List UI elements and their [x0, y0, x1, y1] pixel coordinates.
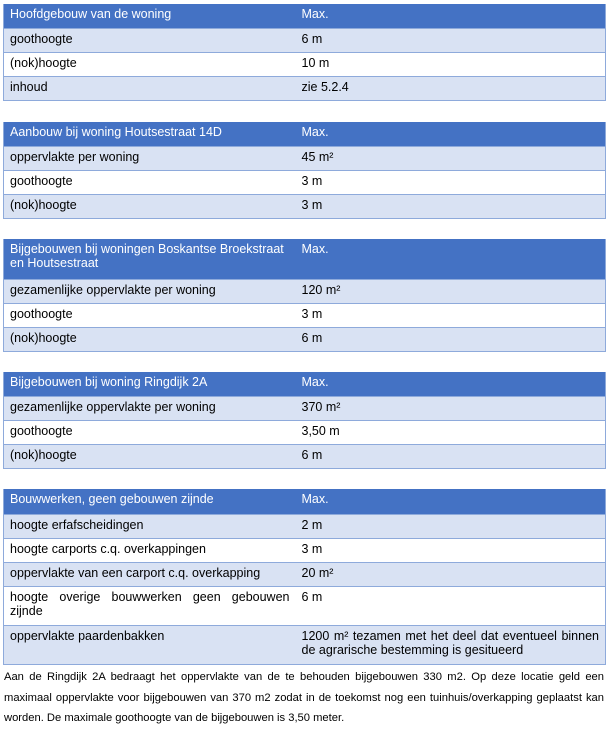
row-label: hoogte erfafscheidingen [4, 515, 296, 539]
row-label: (nok)hoogte [4, 445, 296, 469]
row-label: oppervlakte van een carport c.q. overkapping [4, 563, 296, 587]
column-header-max: Max. [296, 239, 606, 280]
table-title: Bijgebouwen bij woningen Boskantse Broekstraat en Houtsestraat [4, 239, 296, 280]
table-header-row [4, 489, 606, 515]
row-value: 370 m² [296, 397, 606, 421]
table-bouwwerken [3, 489, 606, 665]
table-row [4, 29, 606, 53]
row-label: hoogte carports c.q. overkappingen [4, 539, 296, 563]
table-row [4, 53, 606, 77]
row-value: 10 m [296, 53, 606, 77]
row-label: (nok)hoogte [4, 53, 296, 77]
table-row [4, 626, 606, 665]
row-value: 3 m [296, 539, 606, 563]
row-value: 3 m [296, 195, 606, 219]
row-value: zie 5.2.4 [296, 77, 606, 101]
row-label: oppervlakte per woning [4, 147, 296, 171]
row-value: 1200 m² tezamen met het deel dat eventueel binnen de agrarische bestemming is gesitueerd [296, 626, 606, 665]
table-title: Bouwwerken, geen gebouwen zijnde [4, 489, 296, 515]
row-value: 2 m [296, 515, 606, 539]
row-value: 6 m [296, 328, 606, 352]
row-value: 6 m [296, 29, 606, 53]
table-row [4, 171, 606, 195]
row-label: goothoogte [4, 29, 296, 53]
table-bijgebouwen-ringdijk [3, 372, 606, 469]
row-value: 3 m [296, 171, 606, 195]
table-header-row [4, 4, 606, 29]
table-header-row [4, 122, 606, 147]
row-value: 3,50 m [296, 421, 606, 445]
table-row [4, 280, 606, 304]
table-row [4, 147, 606, 171]
row-label: oppervlakte paardenbakken [4, 626, 296, 665]
table-row [4, 328, 606, 352]
table-hoofdgebouw [3, 4, 606, 101]
row-value: 20 m² [296, 563, 606, 587]
footnote-paragraph: Aan de Ringdijk 2A bedraagt het oppervlakte van de te behouden bijgebouwen 330 m2. Op deze locatie geld een maximaal oppervlakte voor bijgebouwen van 370 m2 zodat in de toekomst nog een tuinhuis/overkapping geplaatst kan worden. De maximale goothoogte van de bijgebouwen is 3,50 meter. [4, 671, 604, 724]
row-label: inhoud [4, 77, 296, 101]
row-label: goothoogte [4, 304, 296, 328]
column-header-max: Max. [296, 489, 606, 515]
column-header-max: Max. [296, 372, 606, 397]
row-label: gezamenlijke oppervlakte per woning [4, 397, 296, 421]
row-value: 6 m [296, 445, 606, 469]
table-row [4, 515, 606, 539]
row-label: (nok)hoogte [4, 328, 296, 352]
table-row [4, 77, 606, 101]
table-title: Bijgebouwen bij woning Ringdijk 2A [4, 372, 296, 397]
row-label: goothoogte [4, 421, 296, 445]
table-row [4, 421, 606, 445]
row-value: 120 m² [296, 280, 606, 304]
table-aanbouw [3, 122, 606, 219]
row-value: 3 m [296, 304, 606, 328]
table-header-row [4, 372, 606, 397]
table-row [4, 445, 606, 469]
row-value: 6 m [296, 587, 606, 626]
table-bijgebouwen-boskantse [3, 239, 606, 352]
column-header-max: Max. [296, 122, 606, 147]
row-value: 45 m² [296, 147, 606, 171]
table-row [4, 304, 606, 328]
row-label: goothoogte [4, 171, 296, 195]
table-title: Hoofdgebouw van de woning [4, 4, 296, 29]
row-label: gezamenlijke oppervlakte per woning [4, 280, 296, 304]
table-header-row [4, 239, 606, 280]
table-row [4, 587, 606, 626]
table-row [4, 539, 606, 563]
table-row [4, 563, 606, 587]
row-label: hoogte overige bouwwerken geen gebouwen zijnde [4, 587, 296, 626]
column-header-max: Max. [296, 4, 606, 29]
table-row [4, 397, 606, 421]
row-label: (nok)hoogte [4, 195, 296, 219]
table-row [4, 195, 606, 219]
table-title: Aanbouw bij woning Houtsestraat 14D [4, 122, 296, 147]
